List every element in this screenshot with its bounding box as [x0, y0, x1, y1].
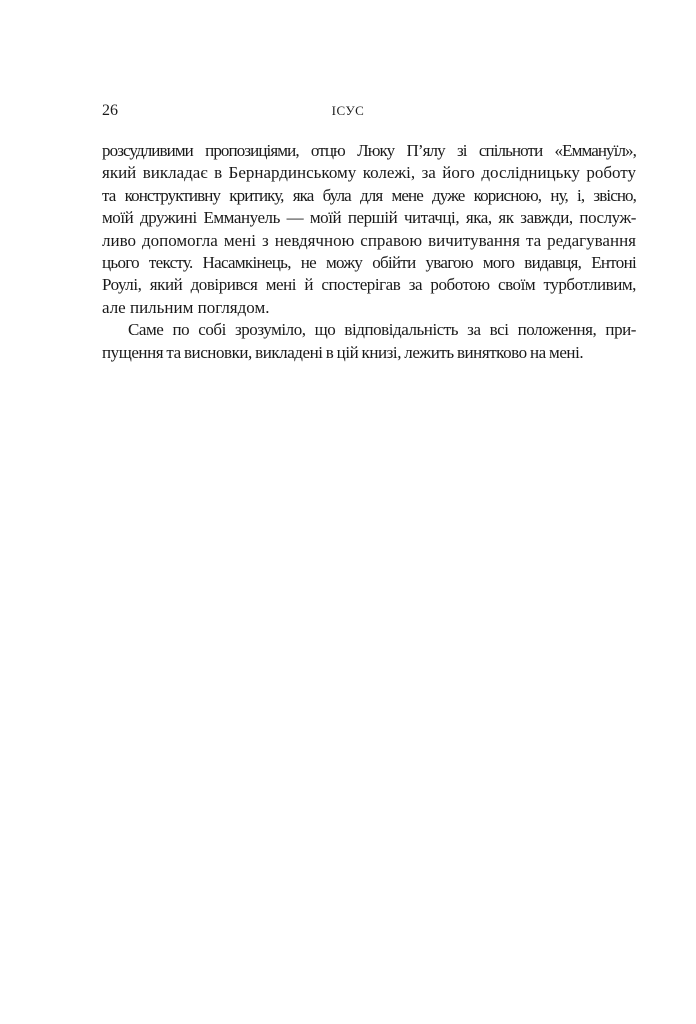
- text-line: але пильним поглядом.: [102, 297, 270, 317]
- text-line: моїй дружині Еммануель — моїй першій читачці, яка, як завжди, послуж-: [102, 208, 636, 228]
- text-line: який викладає в Бернардинському колежі, за його дослідницьку роботу: [102, 163, 636, 183]
- body-text: [102, 140, 636, 364]
- text-line: пущення та висновки, викладені в цій книзі, лежить винятково на мені.: [102, 342, 584, 362]
- text-line: Саме по собі зрозуміло, що відповідальність за всі положення, при-: [128, 320, 636, 340]
- paragraph-responsibility: [102, 319, 636, 364]
- text-line: розсудливими пропозиціями, отцю Люку П’ялу зі спільноти «Еммануїл»,: [102, 141, 636, 160]
- text-line: цього тексту. Насамкінець, не можу обійти увагою мого видавця, Ентоні: [102, 252, 636, 272]
- text-line: та конструктивну критику, яка була для мене дуже корисною, ну, і, звісно,: [102, 185, 636, 205]
- text-line: Роулі, який довірився мені й спостерігав за роботою своїм турботливим,: [102, 275, 636, 295]
- paragraph-acknowledgements: [102, 140, 636, 319]
- page-number: 26: [102, 102, 118, 119]
- running-header: [102, 102, 594, 122]
- running-title: ІСУС: [331, 103, 365, 118]
- text-line: ливо допомогла мені з невдячною справою вичитування та редагування: [102, 230, 636, 250]
